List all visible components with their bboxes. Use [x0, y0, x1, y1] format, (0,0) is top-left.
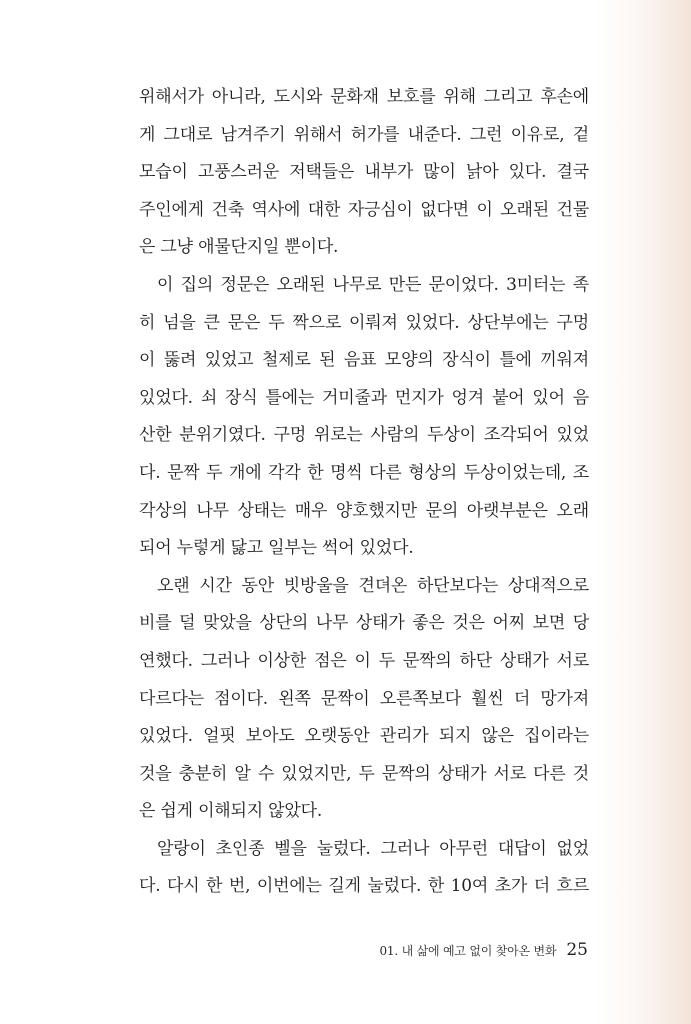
page-footer [379, 940, 588, 964]
body-line: 이 뚫려 있었고 철제로 된 음표 모양의 장식이 틀에 끼워져 [139, 350, 589, 371]
body-line: 은 쉽게 이해되지 않았다. [139, 801, 323, 822]
body-line: 연했다. 그러나 이상한 점은 이 두 문짝의 하단 상태가 서로 [139, 650, 589, 671]
body-line: 되어 누렇게 닳고 일부는 썩어 있었다. [139, 538, 414, 559]
body-line: 모습이 고풍스러운 저택들은 내부가 많이 낡아 있다. 결국 [139, 162, 589, 183]
body-line: 다. 문짝 두 개에 각각 한 명씩 다른 형상의 두상이었는데, 조 [139, 462, 589, 483]
chapter-title: 01. 내 삶에 예고 없이 찾아온 변화 [379, 944, 557, 958]
body-line: 비를 덜 맞았을 상단의 나무 상태가 좋은 것은 어찌 보면 당 [139, 613, 589, 634]
body-line: 히 넘을 큰 문은 두 짝으로 이뤄져 있었다. 상단부에는 구멍 [139, 312, 589, 333]
body-line: 게 그대로 남겨주기 위해서 허가를 내준다. 그런 이유로, 겉 [139, 124, 589, 145]
body-line: 은 그냥 애물단지일 뿐이다. [139, 237, 339, 258]
body-line: 오랜 시간 동안 빗방울을 견뎌온 하단보다는 상대적으로 [157, 575, 589, 596]
body-line: 산한 분위기였다. 구멍 위로는 사람의 두상이 조각되어 있었 [139, 425, 589, 446]
body-line: 각상의 나무 상태는 매우 양호했지만 문의 아랫부분은 오래 [139, 500, 589, 521]
body-line: 주인에게 건축 역사에 대한 자긍심이 없다면 이 오래된 건물 [139, 199, 589, 220]
body-line: 있었다. 얼핏 보아도 오랫동안 관리가 되지 않은 집이라는 [139, 726, 589, 747]
body-line: 있었다. 쇠 장식 틀에는 거미줄과 먼지가 엉겨 붙어 있어 음 [139, 387, 589, 408]
page-number: 25 [566, 940, 588, 960]
body-line: 이 집의 정문은 오래된 나무로 만든 문이었다. 3미터는 족 [157, 274, 589, 295]
body-line: 알랑이 초인종 벨을 눌렀다. 그러나 아무런 대답이 없었 [157, 838, 589, 859]
body-line: 다르다는 점이다. 왼쪽 문짝이 오른쪽보다 훨씬 더 망가져 [139, 688, 589, 709]
body-line: 것을 충분히 알 수 있었지만, 두 문짝의 상태가 서로 다른 것 [139, 763, 589, 784]
body-text [139, 79, 589, 906]
body-line: 위해서가 아니라, 도시와 문화재 보호를 위해 그리고 후손에 [139, 87, 589, 107]
page-edge-shade [595, 0, 691, 1024]
body-line: 다. 다시 한 번, 이번에는 길게 눌렀다. 한 10여 초가 더 흐르 [139, 876, 589, 897]
